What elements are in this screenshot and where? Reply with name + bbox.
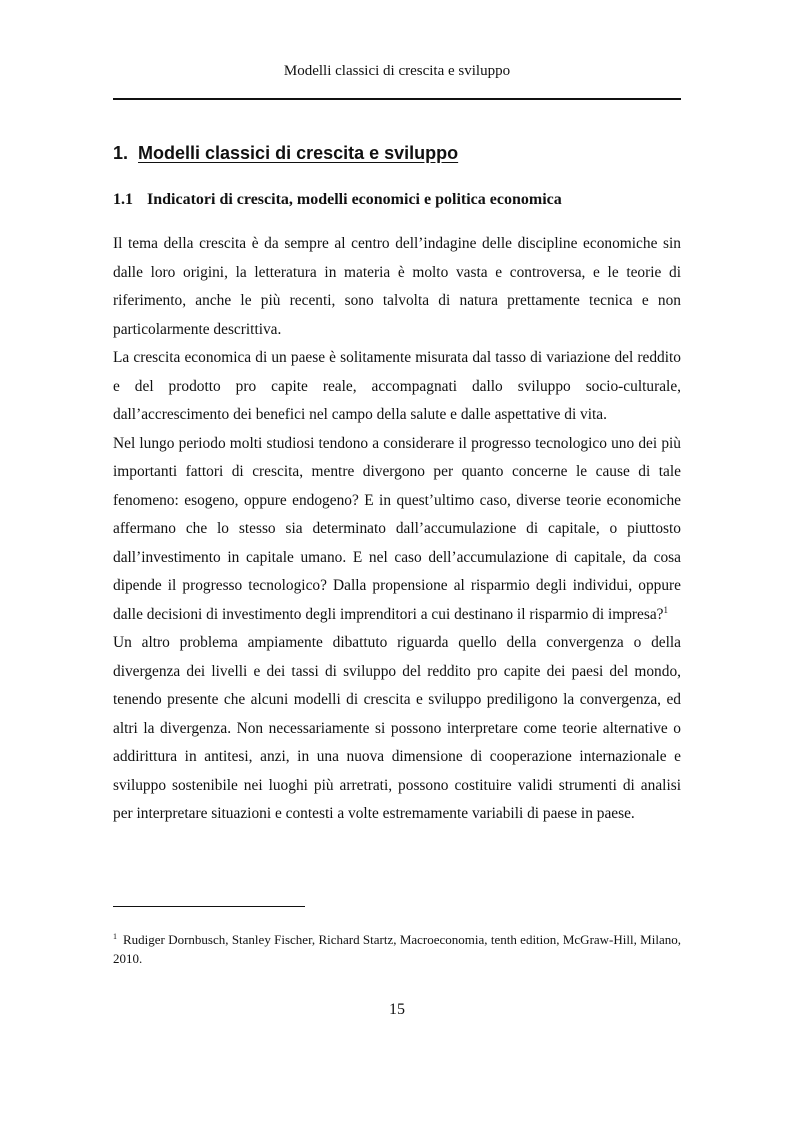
footnote-text: Rudiger Dornbusch, Stanley Fischer, Richard Startz, Macroeconomia, tenth edition, McGraw-Hill, Milano, 2010. [113,932,681,966]
paragraph: Il tema della crescita è da sempre al centro dell’indagine delle discipline economiche sin dalle loro origini, la letteratura in materia è molto vasta e controversa, e le teorie di riferimento, anche le più recenti, sono talvolta di natura prettamente tecnica e non particolarmente descrittiva. [113,235,681,338]
footnote-mark: 1 [113,931,117,941]
header-rule [113,98,681,100]
running-header: Modelli classici di crescita e sviluppo [283,63,511,79]
section-number: 1.1 [113,191,133,208]
paragraph: Un altro problema ampiamente dibattuto riguarda quello della convergenza o della divergenza dei livelli e dei tassi di sviluppo del reddito pro capite dei paesi del mondo, tenendo presente che alcuni modelli di crescita e sviluppo prediligono la convergenza, ed altri la divergenza. Non necessariamente si possono interpretare come teorie alternative o addirittura in antitesi, anzi, in una nuova dimensione di cooperazione internazionale e sviluppo sostenibile nei luoghi più arretrati, possono costituire validi strumenti di analisi per interpretare situazioni e contesti a volte estremamente variabili di paese in paese. [113,634,681,822]
footnote [113,930,681,968]
section-title-text: Indicatori di crescita, modelli economici e politica economica [147,191,562,208]
paragraph-text: Nel lungo periodo molti studiosi tendono a considerare il progresso tecnologico uno dei più importanti fattori di crescita, mentre divergono per quanto concerne le cause di tale fenomeno: esogeno, oppure endogeno? E in quest’ultimo caso, diverse teorie economiche affermano che lo stesso sia determinato dall’accumulazione di capitale, o piuttosto dall’investimento in capitale umano. E nel caso dell’accumulazione di capitale, da cosa dipende il progresso tecnologico? Dalla propensione al risparmio degli individui, oppure dalle decisioni di investimento degli imprenditori a cui destinano il risparmio di impresa? [113,434,681,623]
chapter-title [113,143,458,164]
footnote-rule [113,906,305,907]
section-title [113,191,562,209]
paragraph: La crescita economica di un paese è solitamente misurata dal tasso di variazione del reddito e del prodotto pro capite reale, accompagnati dallo sviluppo socio-culturale, dall’accrescimento dei benefici nel campo della salute e dalle aspettative di vita. [113,349,681,423]
footnote-reference[interactable]: 1 [663,604,669,615]
paragraph [113,430,681,630]
chapter-title-text: Modelli classici di crescita e sviluppo [138,143,459,163]
chapter-number: 1. [113,143,129,163]
body-text [113,230,681,829]
page-number: 15 [389,1001,405,1018]
